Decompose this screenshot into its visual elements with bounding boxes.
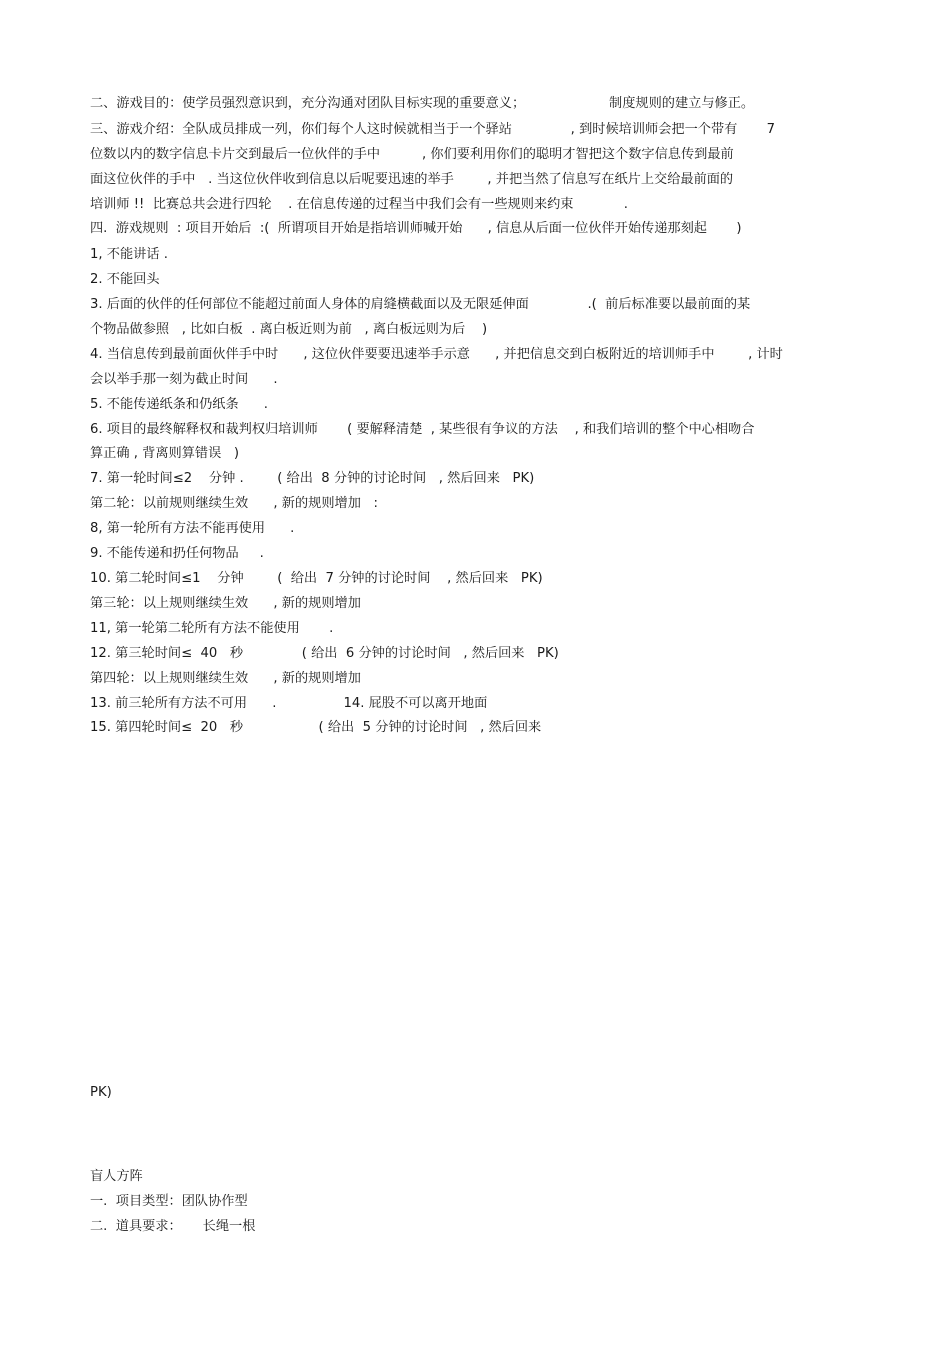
text-line-intro-4: 培训师 !! 比赛总共会进行四轮 . 在信息传递的过程当中我们会有一些规则来约束 .	[90, 197, 628, 212]
rule-13-14: 13. 前三轮所有方法不可用 . 14. 屁股不可以离开地面	[90, 696, 488, 711]
section-title: 盲人方阵	[90, 1169, 143, 1184]
props-requirement: 二. 道具要求： 长绳一根	[90, 1219, 256, 1234]
rule-15-continuation: PK)	[90, 1085, 112, 1100]
rule-1: 1, 不能讲话 .	[90, 247, 168, 262]
rule-15: 15. 第四轮时间≤ 20 秒 ( 给出 5 分钟的讨论时间 , 然后回来	[90, 720, 542, 735]
rule-11: 11, 第一轮第二轮所有方法不能使用 .	[90, 621, 334, 636]
text-line-objective: 二、游戏目的：使学员强烈意识到，充分沟通对团队目标实现的重要意义； 制度规则的建立与修正。	[90, 96, 755, 111]
rule-5: 5. 不能传递纸条和仍纸条 .	[90, 397, 268, 412]
text-line-intro-3: 面这位伙伴的手中 . 当这位伙伴收到信息以后呢要迅速的举手 , 并把当然了信息写在纸片上交给最前面的	[90, 172, 734, 187]
rule-3-cont: 个物品做参照 , 比如白板 . 离白板近则为前 , 离白板远则为后 )	[90, 322, 488, 337]
rule-6: 6. 项目的最终解释权和裁判权归培训师 ( 要解释清楚 , 某些很有争议的方法 , 和我们培训的整个中心相吻合	[90, 422, 755, 437]
project-type: 一. 项目类型：团队协作型	[90, 1194, 248, 1209]
rule-4-cont: 会以举手那一刻为截止时间 .	[90, 372, 278, 387]
rule-3: 3. 后面的伙伴的任何部位不能超过前面人身体的肩缝横截面以及无限延伸面 .( 前后标准要以最前面的某	[90, 297, 751, 312]
text-line-rules-heading: 四. 游戏规则 : 项目开始后 :( 所谓项目开始是指培训师喊开始 , 信息从后面一位伙伴开始传递那刻起 )	[90, 221, 742, 236]
round-4-heading: 第四轮：以上规则继续生效 , 新的规则增加	[90, 671, 361, 686]
round-2-heading: 第二轮：以前规则继续生效 , 新的规则增加 :	[90, 496, 378, 511]
text-line-intro-2: 位数以内的数字信息卡片交到最后一位伙伴的手中 , 你们要利用你们的聪明才智把这个数字信息传到最前	[90, 147, 734, 162]
rule-9: 9. 不能传递和扔任何物品 .	[90, 546, 264, 561]
text-line-intro-1: 三、游戏介绍：全队成员排成一列，你们每个人这时候就相当于一个驿站 , 到时候培训师会把一个带有 7	[90, 122, 776, 137]
rule-2: 2. 不能回头	[90, 272, 160, 287]
rule-4: 4. 当信息传到最前面伙伴手中时 , 这位伙伴要要迅速举手示意 , 并把信息交到白板附近的培训师手中 , 计时	[90, 347, 783, 362]
rule-8: 8, 第一轮所有方法不能再使用 .	[90, 521, 295, 536]
rule-12: 12. 第三轮时间≤ 40 秒 ( 给出 6 分钟的讨论时间 , 然后回来 PK)	[90, 646, 559, 661]
rule-10: 10. 第二轮时间≤1 分钟 ( 给出 7 分钟的讨论时间 , 然后回来 PK)	[90, 571, 543, 586]
round-3-heading: 第三轮：以上规则继续生效 , 新的规则增加	[90, 596, 361, 611]
rule-7: 7. 第一轮时间≤2 分钟 . ( 给出 8 分钟的讨论时间 , 然后回来 PK)	[90, 471, 535, 486]
rule-6-cont: 算正确 , 背离则算错误 )	[90, 446, 239, 461]
